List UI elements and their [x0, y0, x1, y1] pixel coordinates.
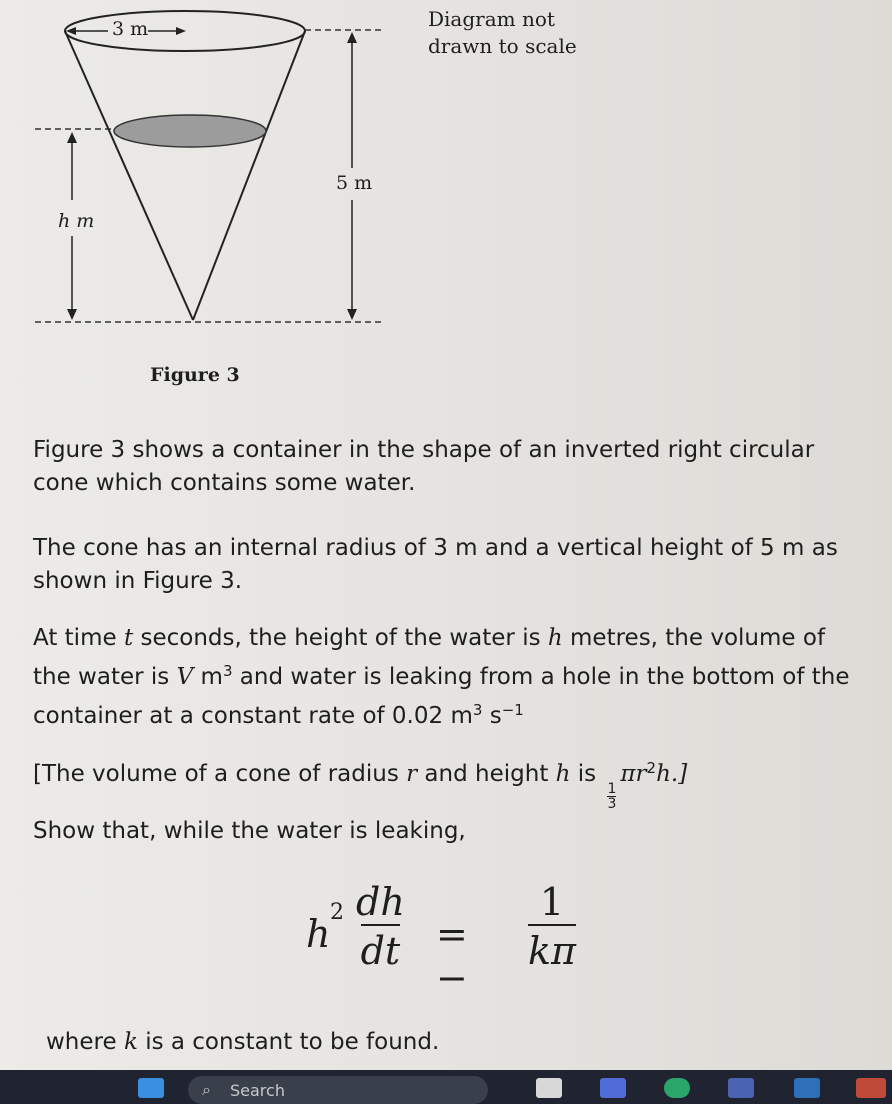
- p3-text-f: s: [482, 703, 502, 729]
- search-placeholder: Search: [230, 1081, 285, 1100]
- paragraph-dimensions: The cone has an internal radius of 3 m and a vertical height of 5 m as shown in Figure 3.: [33, 535, 838, 594]
- teams-icon[interactable]: [600, 1078, 626, 1098]
- var-r: r: [406, 761, 418, 787]
- var-t: t: [123, 625, 134, 651]
- figure-caption: Figure 3: [150, 364, 240, 386]
- water-height-down-head: [67, 309, 77, 320]
- radius-arrow-right-head: [176, 27, 186, 35]
- formula-pi-r: πr: [620, 761, 647, 787]
- var-k: k: [123, 1029, 138, 1055]
- paragraph-volume-formula: [33, 752, 863, 811]
- formula-end: h.]: [656, 761, 688, 787]
- paragraph-leak: [33, 622, 863, 733]
- exponent-2: 2: [646, 759, 657, 777]
- linkedin-icon[interactable]: [794, 1078, 820, 1098]
- exponent-minus1: −1: [501, 701, 524, 719]
- p4-text-b: and height: [417, 761, 556, 787]
- store-icon[interactable]: [728, 1078, 754, 1098]
- cone-left-side: [65, 31, 193, 320]
- start-icon[interactable]: [138, 1078, 164, 1098]
- paragraph-intro: Figure 3 shows a container in the shape of an inverted right circular cone which contains some water.: [33, 437, 815, 496]
- search-icon: ⌕: [202, 1080, 211, 1099]
- fraction-one-third: [607, 782, 616, 811]
- water-surface: [114, 115, 266, 147]
- eq-lhs-fraction: [356, 880, 405, 976]
- p4-text-a: [The volume of a cone of radius: [33, 761, 407, 787]
- scale-note: [428, 6, 577, 60]
- p3-text-b: seconds, the height of the water is: [133, 625, 548, 651]
- scale-note-line1: Diagram not: [428, 7, 555, 31]
- scale-note-line2: drawn to scale: [428, 34, 577, 58]
- water-height-up-head: [67, 132, 77, 143]
- eq-rhs-denominator: kπ: [528, 924, 576, 976]
- cone-diagram: [0, 0, 892, 400]
- eq-rhs-fraction: [528, 880, 576, 976]
- eq-equals: = −: [436, 912, 468, 1000]
- eq-h: h: [306, 912, 331, 956]
- p6-where: where: [46, 1029, 124, 1055]
- p3-text-e: and water is leaking from a hole in the bottom of the container at a constant rate of 0.02 m: [33, 664, 850, 729]
- exponent-3: 3: [222, 662, 233, 680]
- eq-exponent: 2: [330, 900, 344, 925]
- water-height-label: h m: [58, 210, 95, 232]
- radius-label: 3 m: [112, 18, 149, 40]
- eq-numerator: dh: [356, 880, 405, 924]
- var-V: V: [176, 664, 194, 690]
- taskbar: [0, 1070, 892, 1104]
- exponent-3b: 3: [472, 701, 483, 719]
- p4-text-c: is: [570, 761, 604, 787]
- eq-denominator: dt: [361, 924, 401, 976]
- taskbar-search[interactable]: [188, 1076, 488, 1104]
- p3-text-d: m: [193, 664, 223, 690]
- app-icon[interactable]: [856, 1078, 886, 1098]
- cone-right-side: [193, 31, 305, 320]
- var-h2: h: [555, 761, 571, 787]
- paragraph-where-k: [46, 1026, 876, 1059]
- p3-text-a: At time: [33, 625, 124, 651]
- browser-icon[interactable]: [664, 1078, 690, 1098]
- height-arrow-down-head: [347, 309, 357, 320]
- p3-text-c: metres, the volume of the water is: [33, 625, 826, 690]
- p6-rest: is a constant to be found.: [137, 1029, 440, 1055]
- fraction-num: 1: [607, 781, 617, 797]
- file-explorer-icon[interactable]: [536, 1078, 562, 1098]
- fraction-den: 3: [607, 796, 617, 812]
- height-label: 5 m: [336, 172, 373, 194]
- var-h: h: [547, 625, 563, 651]
- paragraph-show-that: Show that, while the water is leaking,: [33, 818, 466, 844]
- eq-rhs-numerator: 1: [539, 880, 565, 924]
- height-arrow-up-head: [347, 32, 357, 43]
